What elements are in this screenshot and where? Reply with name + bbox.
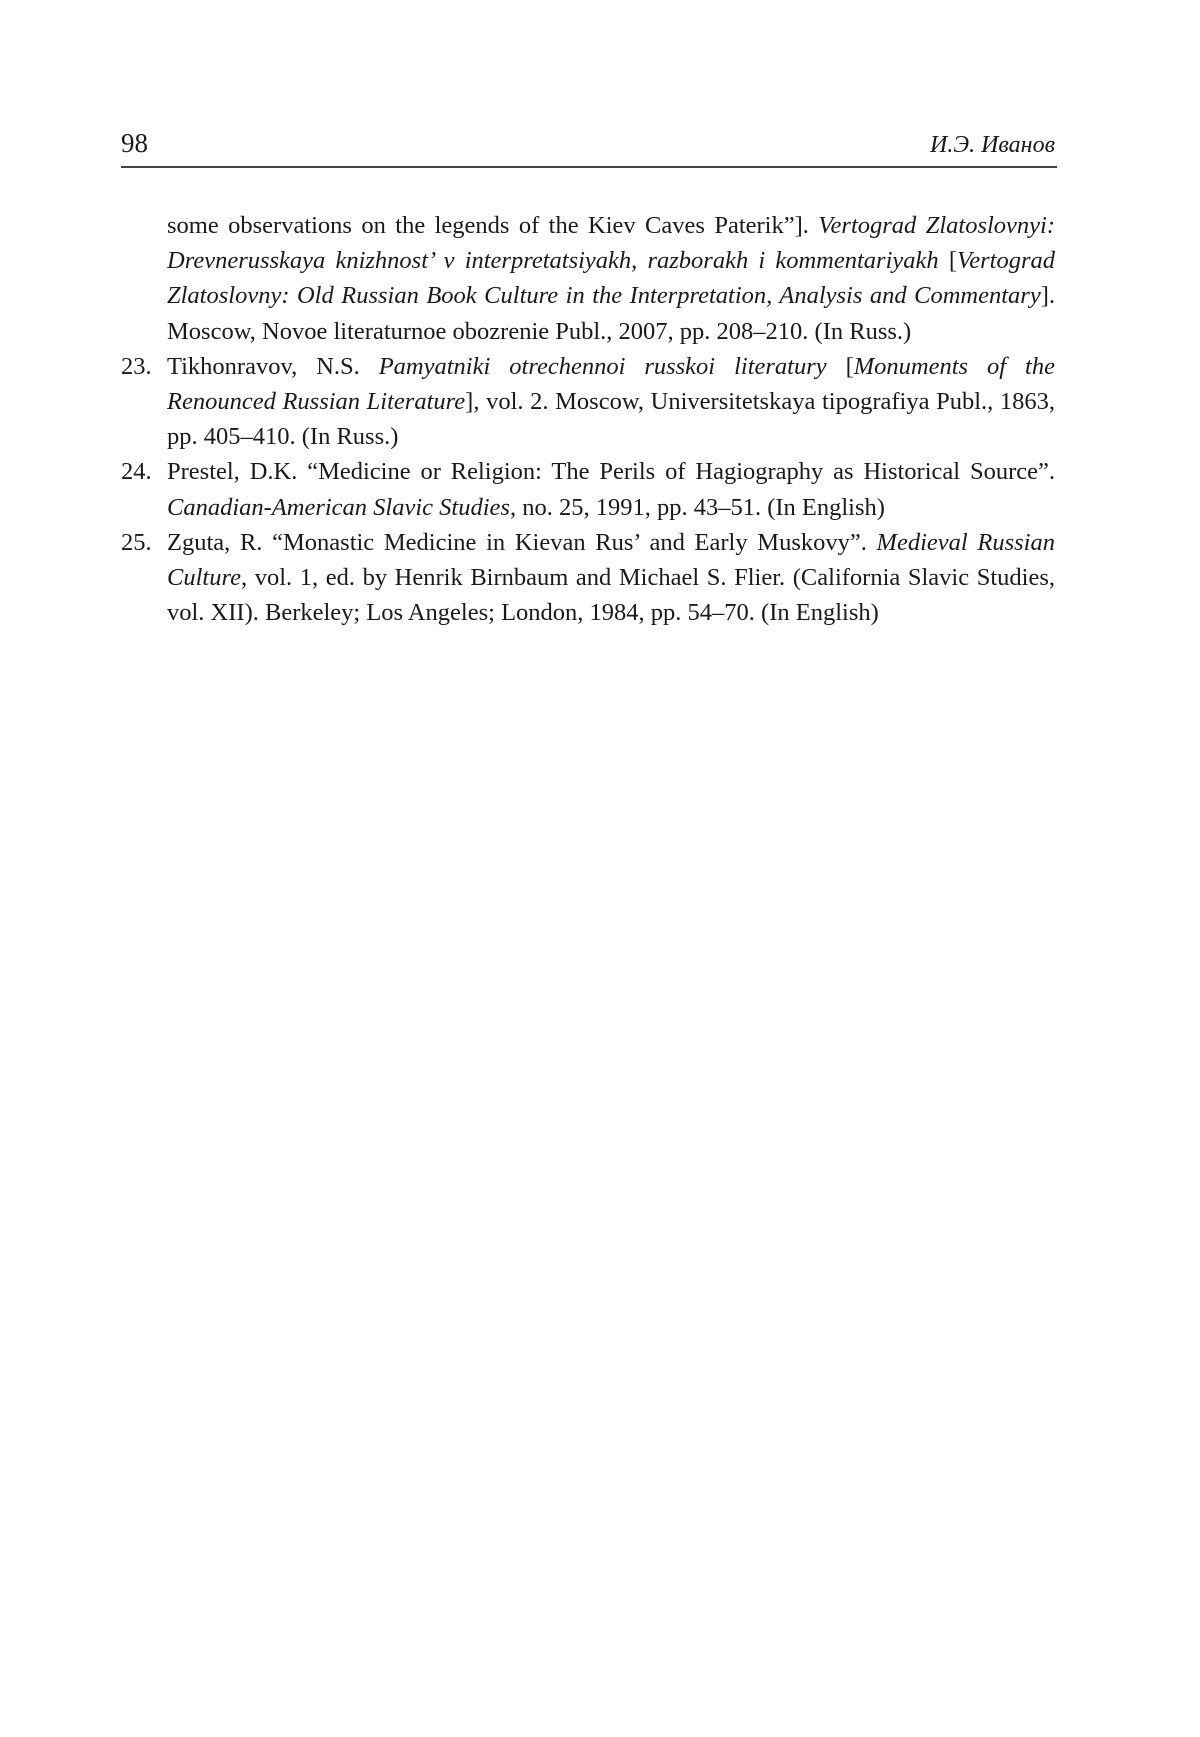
reference-item-24 <box>121 454 1055 524</box>
reference-item-25 <box>121 525 1055 631</box>
reference-text <box>167 353 1055 450</box>
reference-segment: , no. 25, 1991, pp. 43–51. (In English) <box>509 493 885 521</box>
reference-number: 24. <box>121 458 152 486</box>
reference-text <box>167 529 1055 626</box>
reference-number: 25. <box>121 528 152 556</box>
page-number: 98 <box>121 128 148 158</box>
reference-segment: some observations on the legends of the Kiev Caves Paterik”]. <box>167 212 819 239</box>
reference-segment: ], vol. 2. Moscow, Universitetskaya tipografiya Publ., 1863, pp. 405–410. (In Russ.) <box>167 388 1056 451</box>
reference-segment: Prestel, D.K. “Medicine or Religion: The Perils of Hagiography as Historical Source”. <box>167 458 1055 486</box>
page-header <box>121 124 1057 168</box>
reference-text <box>167 212 1055 345</box>
reference-segment: [ <box>938 247 957 275</box>
reference-title-italic: Medieval Russian Culture <box>167 528 1055 592</box>
reference-title-italic: Pamyatniki otrechennoi russkoi literatury <box>378 352 827 380</box>
reference-translated-title-italic: Vertograd Zlatoslovny: Old Russian Book Culture in the Interpretation, Analysis and Commentary <box>167 247 1055 310</box>
reference-title-italic: Vertograd Zlatoslovnyi: Drevnerusskaya knizhnost’ v interpretatsiyakh, razborakh i kommentariyakh <box>167 212 1055 275</box>
reference-segment: ]. Moscow, Novoe literaturnoe obozrenie Publ., 2007, pp. 208–210. (In Russ.) <box>167 282 1055 345</box>
reference-list <box>121 208 1055 630</box>
reference-text <box>167 458 1055 520</box>
reference-segment: [ <box>826 352 854 380</box>
reference-item-22-continuation <box>121 208 1055 349</box>
reference-segment: , vol. 1, ed. by Henrik Birnbaum and Michael S. Flier. (California Slavic Studies, vol. XII). Berkeley; Los Angeles; London, 1984, pp. 54–70. (In English) <box>167 564 1055 627</box>
reference-item-23 <box>121 349 1055 455</box>
reference-number: 23. <box>121 352 152 380</box>
reference-segment: Tikhonravov, N.S. <box>167 352 379 380</box>
running-head-author: И.Э. Иванов <box>930 132 1055 158</box>
reference-journal-italic: Canadian-American Slavic Studies <box>167 493 510 521</box>
reference-translated-title-italic: Monuments of the Renounced Russian Literature <box>167 352 1055 416</box>
reference-segment: Zguta, R. “Monastic Medicine in Kievan Rus’ and Early Muskovy”. <box>167 528 877 556</box>
